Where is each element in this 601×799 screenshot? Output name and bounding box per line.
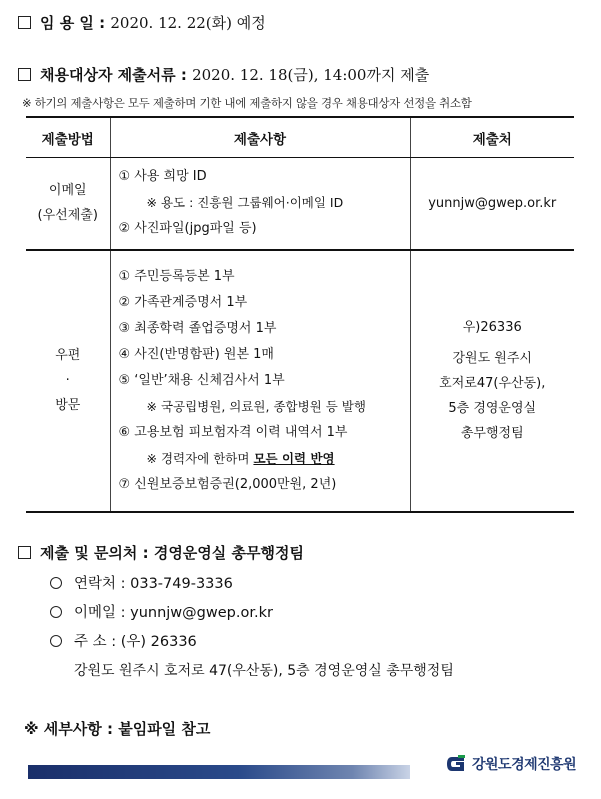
schedule-label: 임 용 일 : — [40, 14, 106, 32]
contact-phone: 연락처 : 033-749-3336 — [74, 576, 233, 592]
org-logo — [444, 752, 576, 776]
details-line: ※ 세부사항 : 붙임파일 참고 — [24, 720, 211, 738]
schedule-value: 2020. 12. 22(화) 예정 — [110, 14, 266, 32]
header-method: 제출방법 — [26, 117, 110, 158]
list-item: ⑤ ‘일반’채용 신체검사서 1부 — [118, 372, 285, 388]
method-cell — [26, 250, 110, 512]
list-item: ⑦ 신원보증보험증권(2,000만원, 2년) — [118, 476, 337, 492]
list-item-note: ※ 용도 : 진흥원 그룹웨어·이메일 ID — [146, 195, 344, 211]
destination-line: 5층 경영운영실 — [448, 401, 537, 416]
checkbox-square-icon — [18, 546, 31, 559]
list-item: ① 사용 희망 ID — [118, 169, 207, 185]
list-item: ④ 사진(반명함판) 원본 1매 — [118, 346, 274, 362]
destination-email: yunnjw@gwep.or.kr — [428, 195, 557, 211]
documents-line — [18, 64, 429, 85]
contact-title-line — [18, 542, 304, 563]
header-items: 제출사항 — [110, 117, 410, 158]
list-item: ⑥ 고용보험 피보험자격 이력 내역서 1부 — [118, 424, 348, 440]
table-row — [26, 158, 574, 250]
documents-note: ※ 하기의 제출사항은 모두 제출하며 기한 내에 제출하지 않을 경우 채용대상자 선정을 취소함 — [22, 96, 472, 110]
method-cell — [26, 158, 110, 250]
table-header-row — [26, 117, 574, 158]
list-item: ② 가족관계증명서 1부 — [118, 294, 248, 310]
contact-phone-line — [50, 572, 233, 593]
contact-title: 제출 및 문의처 : 경영운영실 총무행정팀 — [40, 544, 304, 562]
destination-cell — [410, 158, 574, 250]
footer-bar — [28, 765, 410, 779]
contact-address: 주 소 : (우) 26336 — [74, 634, 197, 650]
circle-bullet-icon — [50, 577, 62, 589]
method-text: 우편 — [55, 348, 81, 363]
header-destination: 제출처 — [410, 117, 574, 158]
method-text: 방문 — [55, 398, 81, 413]
method-text: (우선제출) — [37, 208, 98, 224]
destination-cell — [410, 250, 574, 512]
items-cell — [110, 158, 410, 250]
circle-bullet-icon — [50, 606, 62, 618]
method-text: 이메일 — [48, 183, 87, 199]
destination-line: 강원도 원주시 — [452, 351, 532, 366]
list-item: ① 주민등록등본 1부 — [118, 268, 235, 284]
table-row — [26, 250, 574, 512]
contact-email: 이메일 : yunnjw@gwep.or.kr — [74, 605, 273, 621]
list-item: ③ 최종학력 졸업증명서 1부 — [118, 320, 277, 336]
list-item-note: ※ 국공립병원, 의료원, 종합병원 등 발행 — [146, 398, 366, 414]
destination-line: 호저로47(우산동), — [439, 376, 546, 391]
items-cell — [110, 250, 410, 512]
circle-bullet-icon — [50, 635, 62, 647]
submission-table — [26, 116, 574, 513]
contact-address-detail: 강원도 원주시 호저로 47(우산동), 5층 경영운영실 총무행정팀 — [74, 663, 454, 679]
list-item-note — [119, 446, 409, 472]
list-item: ② 사진파일(jpg파일 등) — [118, 221, 257, 237]
contact-address-line — [50, 630, 197, 651]
schedule-line — [18, 12, 266, 33]
method-text: · — [65, 373, 70, 388]
checkbox-square-icon — [18, 16, 31, 29]
emphasis-text: 모든 이력 반영 — [253, 450, 335, 466]
documents-value: 2020. 12. 18(금), 14:00까지 제출 — [192, 66, 430, 84]
org-name: 강원도경제진흥원 — [472, 757, 577, 773]
documents-label: 채용대상자 제출서류 : — [40, 66, 187, 84]
org-logo-icon — [444, 752, 468, 776]
destination-postcode: 우)26336 — [462, 320, 522, 335]
contact-email-line — [50, 601, 273, 622]
checkbox-square-icon — [18, 68, 31, 81]
destination-line: 총무행정팀 — [460, 426, 524, 441]
note-text: ※ 경력자에 한하며 — [146, 450, 250, 466]
